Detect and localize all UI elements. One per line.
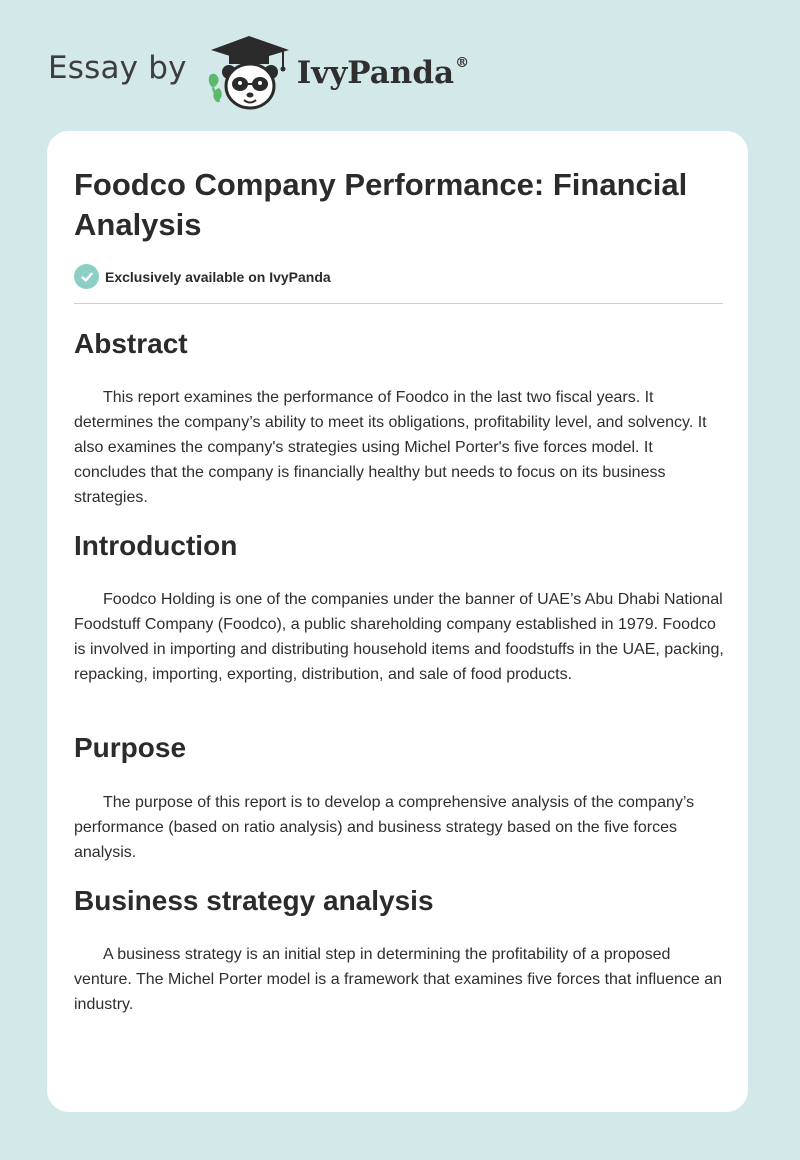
title-divider [74, 303, 723, 304]
section-heading-business-strategy: Business strategy analysis [74, 885, 434, 916]
section-heading-introduction: Introduction [74, 530, 238, 561]
check-icon [74, 264, 99, 289]
section-text-introduction: Foodco Holding is one of the companies under the banner of UAE’s Abu Dhabi National Foodstuff Company (Foodco), a public shareholding company established in 1979. Foodco is involved in importing and distributing household items and foodstuffs in the UAE, packing, repacking, importing, exporting, distribution, and sale of food products. [74, 591, 724, 683]
registered-mark: ® [455, 55, 470, 71]
site-header [48, 32, 469, 112]
section-heading-purpose: Purpose [74, 732, 187, 763]
section-text-business-strategy: A business strategy is an initial step in determining the profitability of a proposed venture. The Michel Porter model is a framework that examines five forces that influence an industry. [74, 946, 723, 1013]
essay-by-label: Essay by [48, 50, 187, 86]
section-text-abstract: This report examines the performance of Foodco in the last two fiscal years. It determines the company’s ability to meet its obligations, profitability level, and solvency. It also examines the company's strategies using Michel Porter's five forces model. It concludes that the company is financially healthy but needs to focus on its business strategies. [74, 389, 707, 506]
panda-logo-icon[interactable] [205, 32, 291, 112]
section-heading-abstract: Abstract [74, 328, 188, 359]
badge-text: Exclusively available on IvyPanda [105, 268, 331, 285]
article-card [47, 131, 748, 1112]
exclusive-badge [74, 264, 331, 289]
brand-name[interactable]: IvyPanda® [296, 55, 470, 91]
article-title: Foodco Company Performance: Financial Analysis [74, 167, 688, 242]
section-text-purpose: The purpose of this report is to develop a comprehensive analysis of the company’s performance (based on ratio analysis) and business strategy based on the five forces analysis. [74, 794, 695, 861]
